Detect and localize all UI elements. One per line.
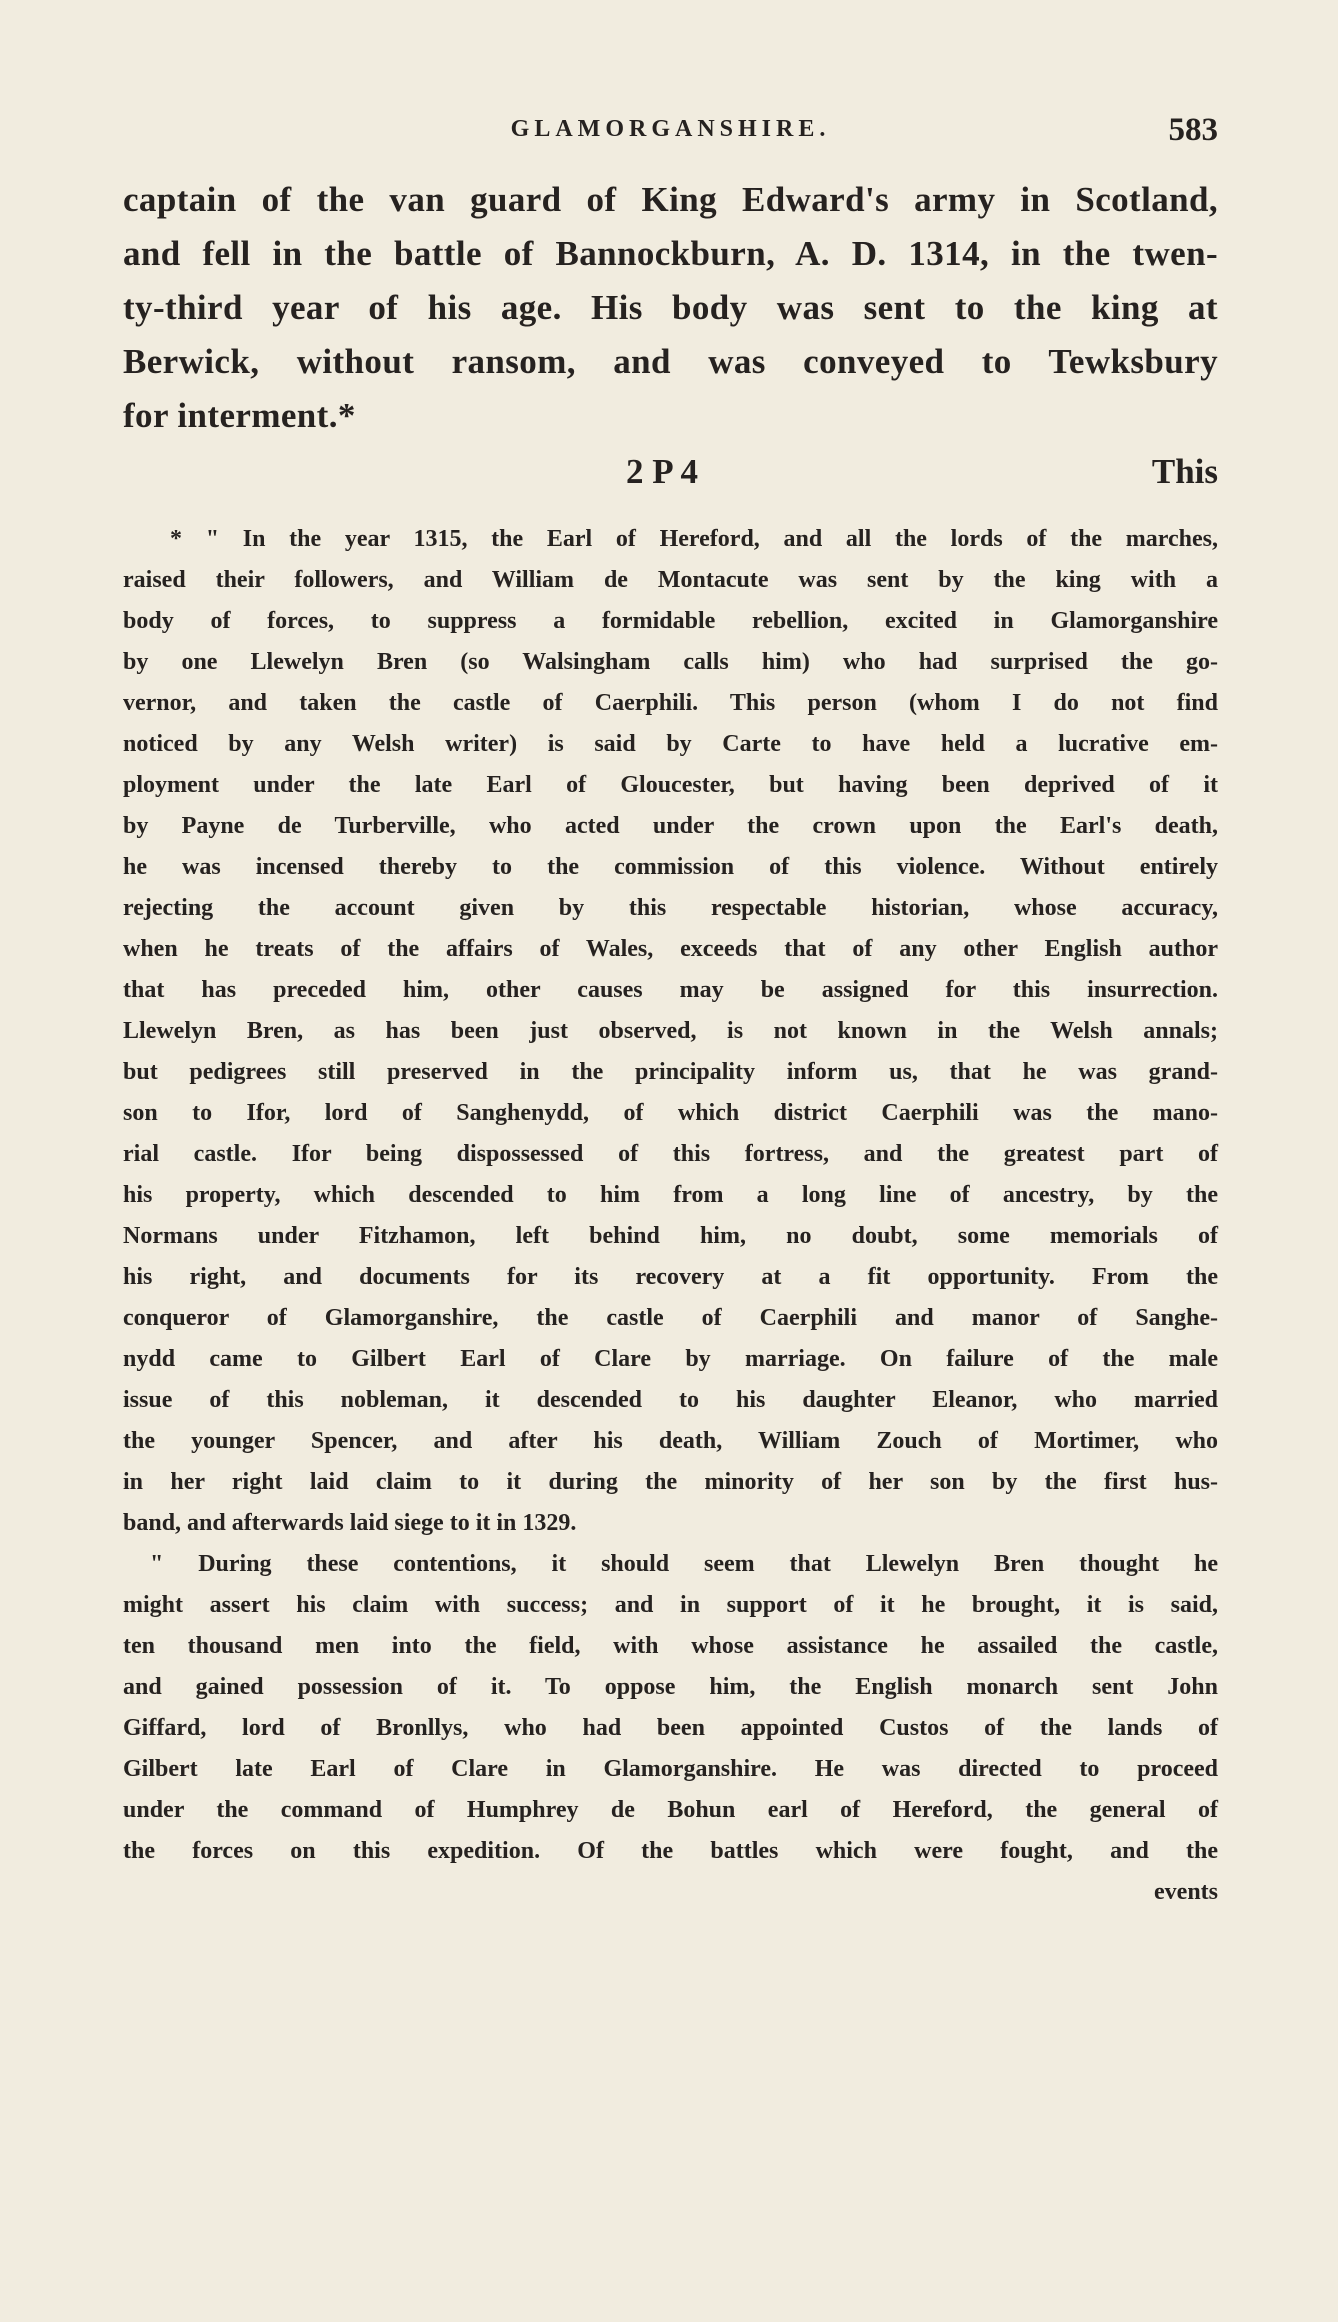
footnote-line: rejecting the account given by this respectable historian, whose accuracy, xyxy=(123,895,1218,921)
footnote-line: when he treats of the affairs of Wales, exceeds that of any other English author xyxy=(123,936,1218,962)
catchword: This xyxy=(1151,452,1218,491)
footnote-line: by one Llewelyn Bren (so Walsingham calls him) who had surprised the go- xyxy=(123,649,1218,675)
footnote-line: issue of this nobleman, it descended to his daughter Eleanor, who married xyxy=(123,1387,1218,1413)
footnote-line: rial castle. Ifor being dispossessed of this fortress, and the greatest part of xyxy=(123,1141,1218,1167)
page-number: 583 xyxy=(1168,112,1218,148)
footnote-line: son to Ifor, lord of Sanghenydd, of which district Caerphili was the mano- xyxy=(123,1100,1218,1126)
footnote-line: his property, which descended to him from a long line of ancestry, by the xyxy=(123,1182,1218,1208)
footnote-line: and gained possession of it. To oppose him, the English monarch sent John xyxy=(123,1674,1218,1700)
footnote-line: the forces on this expedition. Of the battles which were fought, and the xyxy=(123,1838,1218,1864)
signature-row xyxy=(123,452,1218,498)
page-header xyxy=(123,112,1218,152)
footnote-line: ployment under the late Earl of Gloucester, but having been deprived of it xyxy=(123,772,1218,798)
signature-mark: 2 P 4 xyxy=(626,452,698,491)
footnote-line: but pedigrees still preserved in the principality inform us, that he was grand- xyxy=(123,1059,1218,1085)
main-text-line: ty-third year of his age. His body was sent to the king at xyxy=(123,288,1218,327)
footnote-line: ten thousand men into the field, with whose assistance he assailed the castle, xyxy=(123,1633,1218,1659)
footnote-line: by Payne de Turberville, who acted under the crown upon the Earl's death, xyxy=(123,813,1218,839)
footnote-line: his right, and documents for its recovery at a fit opportunity. From the xyxy=(123,1264,1218,1290)
running-head: GLAMORGANSHIRE. xyxy=(510,116,831,142)
footnote-line: raised their followers, and William de Montacute was sent by the king with a xyxy=(123,567,1218,593)
main-text-line: and fell in the battle of Bannockburn, A. D. 1314, in the twen- xyxy=(123,234,1218,273)
footnote-line: might assert his claim with success; and in support of it he brought, it is said, xyxy=(123,1592,1218,1618)
footnote-line: in her right laid claim to it during the minority of her son by the first hus- xyxy=(123,1469,1218,1495)
footnote-line: under the command of Humphrey de Bohun earl of Hereford, the general of xyxy=(123,1797,1218,1823)
footnote-line: Giffard, lord of Bronllys, who had been appointed Custos of the lands of xyxy=(123,1715,1218,1741)
footnote-line: band, and afterwards laid siege to it in 1329. xyxy=(123,1510,577,1536)
footnote-line: conqueror of Glamorganshire, the castle of Caerphili and manor of Sanghe- xyxy=(123,1305,1218,1331)
footnote-line: noticed by any Welsh writer) is said by Carte to have held a lucrative em- xyxy=(123,731,1218,757)
footnote-line: body of forces, to suppress a formidable rebellion, excited in Glamorganshire xyxy=(123,608,1218,634)
main-text-line: captain of the van guard of King Edward's army in Scotland, xyxy=(123,180,1218,219)
footnote-line: he was incensed thereby to the commission of this violence. Without entirely xyxy=(123,854,1218,880)
footnote-line: vernor, and taken the castle of Caerphili. This person (whom I do not find xyxy=(123,690,1218,716)
main-text-line: for interment.* xyxy=(123,396,356,435)
footnote-line: Llewelyn Bren, as has been just observed, is not known in the Welsh annals; xyxy=(123,1018,1218,1044)
footnote-line: that has preceded him, other causes may be assigned for this insurrection. xyxy=(123,977,1218,1003)
footnote-line: nydd came to Gilbert Earl of Clare by marriage. On failure of the male xyxy=(123,1346,1218,1372)
footnote-catchword: events xyxy=(1154,1879,1218,1905)
footnote-line: Gilbert late Earl of Clare in Glamorganshire. He was directed to proceed xyxy=(123,1756,1218,1782)
footnote-line: * " In the year 1315, the Earl of Hereford, and all the lords of the marches, xyxy=(170,526,1218,552)
main-text-line: Berwick, without ransom, and was conveyed to Tewksbury xyxy=(123,342,1218,381)
footnote-line: Normans under Fitzhamon, left behind him, no doubt, some memorials of xyxy=(123,1223,1218,1249)
footnote-line: the younger Spencer, and after his death, William Zouch of Mortimer, who xyxy=(123,1428,1218,1454)
footnote-line: " During these contentions, it should seem that Llewelyn Bren thought he xyxy=(150,1551,1218,1577)
